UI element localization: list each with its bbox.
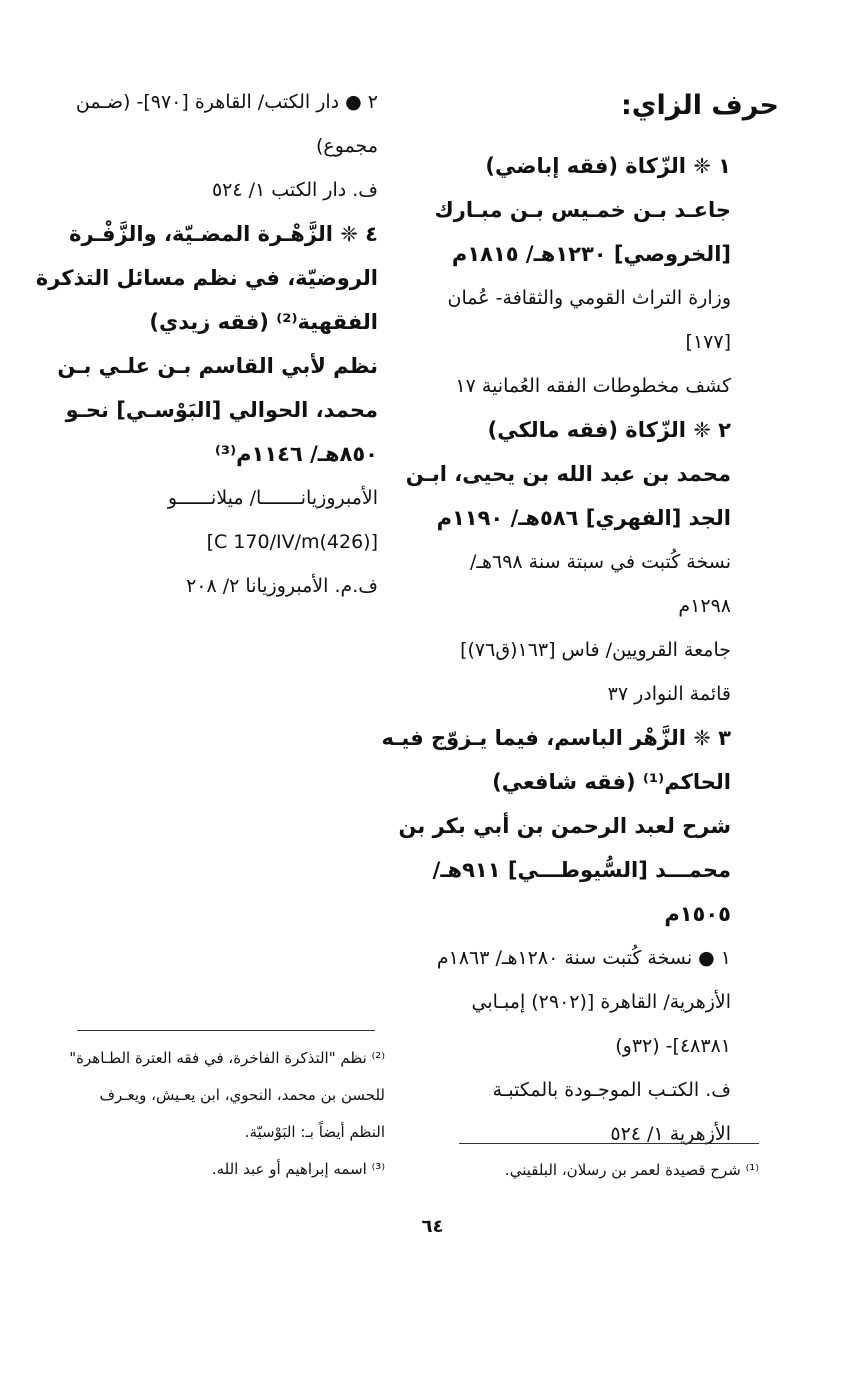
footnotes-left (47, 1040, 385, 1188)
text-line: [(426)C 170/IV/m] (206, 531, 378, 553)
text-line: ٢ ❈ الزّكاة (فقه مالكي) (487, 418, 731, 442)
right-column (381, 144, 731, 1156)
text-line: ف. دار الكتب ١/ ٥٢٤ (211, 179, 378, 201)
text-line: ٣ ❈ الزَّهْر الباسم، فيما يـزوّج فيـه (381, 726, 731, 750)
footnotes-right (459, 1152, 759, 1189)
text-line: قائمة النوادر ٣٧ (607, 683, 731, 705)
text-line: محمد، الحوالي [البَوْسـي] نحـو (65, 398, 378, 422)
text-line: ٤ ❈ الزَّهْـرة المضـيّة، والزَّفْـرة (69, 222, 378, 246)
text-line: الحاكم⁽¹⁾ (فقه شافعي) (492, 770, 731, 794)
footnote-rule-left (77, 1030, 375, 1031)
footnote-rule-right (459, 1143, 759, 1144)
text-line: الجد [الفهري] ٥٨٦هـ/ ١١٩٠م (436, 506, 731, 530)
text-line: ١ ❈ الزّكاة (فقه إباضي) (485, 154, 731, 178)
text-line: محمد بن عبد الله بن يحيى، ابـن (405, 462, 731, 486)
text-line: نسخة كُتبت في سبتة سنة ٦٩٨هـ/ (469, 551, 731, 573)
footnote-line: ⁽³⁾ اسمه إبراهيم أو عبد الله. (211, 1160, 385, 1178)
text-line: مجموع) (316, 135, 378, 157)
text-line: الروضيّة، في نظم مسائل التذكرة (35, 266, 378, 290)
text-line: الأمبروزيانـــــــا/ ميلانــــــو (167, 487, 378, 509)
text-line: [١٧٧] (685, 331, 731, 353)
text-line: ف. الكتـب الموجـودة بالمكتبـة (492, 1079, 731, 1101)
text-line: كشف مخطوطات الفقه العُمانية ١٧ (455, 375, 731, 397)
text-line: ١ ● نسخة كُتبت سنة ١٢٨٠هـ/ ١٨٦٣م (436, 947, 731, 969)
text-line: ٢ ● دار الكتب/ القاهرة [٩٧٠]- (ضـمن (75, 91, 378, 113)
text-line: الفقهية⁽²⁾ (فقه زيدي) (149, 310, 378, 334)
page-number: ٦٤ (421, 1216, 444, 1237)
text-line: نظم لأبي القاسم بـن علـي بـن (57, 354, 378, 378)
text-line: شرح لعبد الرحمن بن أبي بكر بن (398, 814, 731, 838)
text-line: الأزهرية ١/ ٥٢٤ (610, 1123, 731, 1145)
page-heading: حرف الزاي: (620, 90, 779, 121)
text-line: ٤٨٣٨١]- (٣٢و) (615, 1035, 731, 1057)
text-line: محمـــد [السُّيوطـــي] ٩١١هـ/ (432, 858, 731, 882)
footnote-line: ⁽¹⁾ شرح قصيدة لعمر بن رسلان، البلقيني. (504, 1161, 759, 1179)
text-line: وزارة التراث القومي والثقافة- عُمان (447, 287, 731, 309)
text-line: ١٥٠٥م (664, 902, 731, 926)
text-line: ٨٥٠هـ/ ١١٤٦م⁽³⁾ (214, 442, 378, 466)
text-line: [الخروصي] ١٢٣٠هـ/ ١٨١٥م (451, 242, 731, 266)
text-line: ف.م. الأمبروزيانا ٢/ ٢٠٨ (186, 575, 378, 597)
footnote-line: ⁽²⁾ نظم "التذكرة الفاخرة، في فقه العترة الطـاهرة" (69, 1049, 385, 1067)
text-line: ١٢٩٨م (678, 595, 731, 617)
text-line: جاعـد بـن خمـيس بـن مبـارك (434, 198, 731, 222)
footnote-line: للحسن بن محمد، النحوي، ابن يعـيش، ويعـرف (99, 1086, 385, 1104)
footnote-line: النظم أيضاً بـ: البَوْسيّة. (244, 1123, 385, 1141)
text-line: الأزهرية/ القاهرة [(٢٩٠٢) إمبـابي (471, 991, 731, 1013)
text-line: جامعة القرويين/ فاس [١٦٣(ق٧٦)] (460, 639, 731, 661)
left-column (33, 80, 378, 608)
